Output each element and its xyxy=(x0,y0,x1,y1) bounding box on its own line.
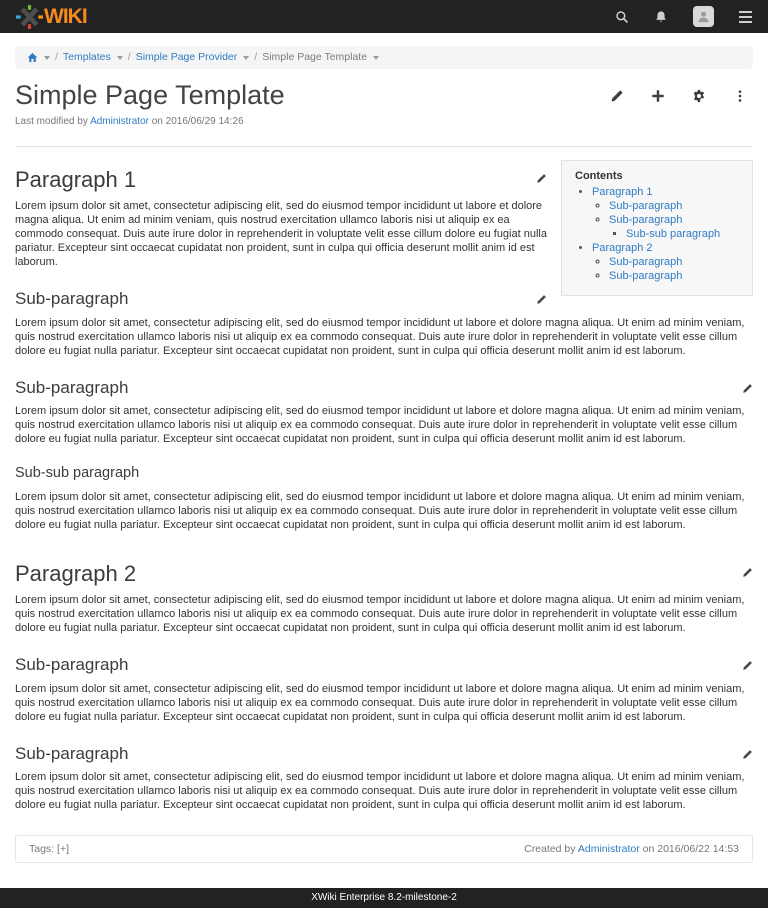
section-edit-pencil-icon[interactable] xyxy=(536,173,547,184)
tags-area xyxy=(29,843,69,855)
section-heading: Sub-paragraph xyxy=(15,289,753,309)
last-modified-line: Last modified by Administrator on 2016/06/29 14:26 xyxy=(15,116,244,128)
toc-item xyxy=(609,213,742,241)
drawer-menu-icon[interactable] xyxy=(739,11,752,23)
toc-item xyxy=(609,269,742,283)
xwiki-x-glyph xyxy=(16,5,43,29)
provider-caret-icon[interactable] xyxy=(243,56,249,60)
toc-item xyxy=(609,199,742,213)
breadcrumb-current: Simple Page Template xyxy=(262,51,368,63)
section-heading: Sub-sub paragraph xyxy=(15,465,140,482)
section-heading: Paragraph 1 xyxy=(15,168,753,192)
section-sub-paragraph-3 xyxy=(15,655,753,724)
toc-item xyxy=(609,255,742,269)
contents-title: Contents xyxy=(575,170,623,183)
xwiki-logo[interactable] xyxy=(16,5,87,29)
toc-link-sub-paragraph-3[interactable]: Sub-paragraph xyxy=(609,256,683,269)
created-by-user-link[interactable]: Administrator xyxy=(577,843,640,856)
home-icon[interactable] xyxy=(27,52,38,63)
section-edit-pencil-icon[interactable] xyxy=(742,660,753,671)
toc-item xyxy=(592,185,742,241)
toc-link-sub-paragraph-1[interactable]: Sub-paragraph xyxy=(609,200,683,213)
document-footer xyxy=(15,835,753,863)
top-navbar xyxy=(0,0,768,33)
section-text: Lorem ipsum dolor sit amet, consectetur adipiscing elit, sed do eiusmod tempor incididunt ut labore et dolore magna aliqua. Ut enim ad minim veniam, quis nostrud exercitation ullamco laboris nisi ut aliquip ex ea commodo consequat. Duis aute irure dolor in reprehenderit in voluptate velit esse cillum dolore eu fugiat nulla pariatur. Excepteur sint occaecat cupidatat non proident, sunt in culpa qui officia deserunt mollit anim id est laborum. xyxy=(15,491,745,531)
more-kebab-icon[interactable] xyxy=(733,89,747,103)
section-sub-paragraph-4 xyxy=(15,744,753,813)
page-header xyxy=(15,80,753,147)
page-actions xyxy=(610,89,753,103)
person-icon xyxy=(696,9,711,24)
toc-link-sub-paragraph-2[interactable]: Sub-paragraph xyxy=(609,214,683,227)
toc-link-sub-paragraph-4[interactable]: Sub-paragraph xyxy=(609,270,683,283)
section-edit-pencil-icon[interactable] xyxy=(536,294,547,305)
section-heading: Sub-paragraph xyxy=(15,655,753,675)
section-text: Lorem ipsum dolor sit amet, consectetur adipiscing elit, sed do eiusmod tempor incididunt ut labore et dolore magna aliqua. Ut enim ad minim veniam, quis nostrud exercitation ullamco laboris nisi ut aliquip ex ea commodo consequat. Duis aute irure dolor in reprehenderit in voluptate velit esse cillum dolore eu fugiat nulla pariatur. Excepteur sint occaecat cupidatat non proident, sunt in culpa qui officia deserunt mollit anim id est laborum. xyxy=(15,771,745,812)
section-text: Lorem ipsum dolor sit amet, consectetur adipiscing elit, sed do eiusmod tempor incididunt ut labore et dolore magna aliqua. Ut enim ad minim veniam, quis nostrud exercitation ullamco laboris nisi ut aliquip ex ea commodo consequat. Duis aute irure dolor in reprehenderit in voluptate velit esse cillum dolore eu fugiat nulla pariatur. Excepteur sint occaecat cupidatat non proident, sunt in culpa qui officia deserunt mollit anim id est laborum. xyxy=(15,405,745,446)
section-sub-paragraph-2 xyxy=(15,378,753,447)
toc-link-sub-sub-paragraph[interactable]: Sub-sub paragraph xyxy=(626,228,721,241)
section-text: Lorem ipsum dolor sit amet, consectetur adipiscing elit, sed do eiusmod tempor incididunt ut labore et dolore magna aliqua. Ut enim ad minim veniam, quis nostrud exercitation ullamco laboris nisi ut aliquip ex ea commodo consequat. Duis aute irure dolor in reprehenderit in voluptate velit esse cillum dolore eu fugiat nulla pariatur. Excepteur sint occaecat cupidatat non proident, sunt in culpa qui officia deserunt mollit anim id est laborum. xyxy=(15,594,745,635)
toc-link-paragraph-1[interactable]: Paragraph 1 xyxy=(592,186,653,199)
contents-panel xyxy=(561,160,753,296)
edit-pencil-icon[interactable] xyxy=(610,89,624,103)
toc-item xyxy=(626,227,742,241)
breadcrumb-link-templates[interactable]: Templates xyxy=(62,51,111,63)
section-edit-pencil-icon[interactable] xyxy=(742,749,753,760)
section-text: Lorem ipsum dolor sit amet, consectetur adipiscing elit, sed do eiusmod tempor incididunt ut labore et dolore magna aliqua. Ut enim ad minim veniam, quis nostrud exercitation ullamco laboris nisi ut aliquip ex ea commodo consequat. Duis aute irure dolor in reprehenderit in voluptate velit esse cillum dolore eu fugiat nulla pariatur. Excepteur sint occaecat cupidatat non proident, sunt in culpa qui officia deserunt mollit anim id est laborum. xyxy=(15,682,745,723)
brand-text: WIKI xyxy=(44,5,87,28)
add-tag-button[interactable]: [+] xyxy=(57,843,69,856)
section-text: Lorem ipsum dolor sit amet, consectetur adipiscing elit, sed do eiusmod tempor incididunt ut labore et dolore magna aliqua. Ut enim ad minim veniam, quis nostrud exercitation ullamco laboris nisi ut aliquip ex ea commodo consequat. Duis aute irure dolor in reprehenderit in voluptate velit esse cillum dolore eu fugiat nulla pariatur. Excepteur sint occaecat cupidatat non proident, sunt in culpa qui officia deserunt mollit anim id est laborum. xyxy=(15,316,745,357)
notifications-bell-icon[interactable] xyxy=(654,10,668,24)
templates-caret-icon[interactable] xyxy=(117,56,123,60)
user-avatar[interactable] xyxy=(693,6,714,27)
breadcrumb: / Templates / Simple Page Provider / Simple Page Template xyxy=(15,46,753,69)
toc-link-paragraph-2[interactable]: Paragraph 2 xyxy=(592,242,653,255)
section-sub-paragraph-1 xyxy=(15,289,753,358)
section-edit-pencil-icon[interactable] xyxy=(742,567,753,578)
section-paragraph-2 xyxy=(15,562,753,635)
section-heading: Paragraph 2 xyxy=(15,562,753,586)
search-icon[interactable] xyxy=(615,10,629,24)
section-edit-pencil-icon[interactable] xyxy=(742,383,753,394)
version-text: XWiki Enterprise 8.2-milestone-2 xyxy=(311,892,457,904)
settings-gear-icon[interactable] xyxy=(692,89,706,103)
page-title: Simple Page Template xyxy=(15,80,285,110)
version-bar xyxy=(0,888,768,908)
section-sub-sub-paragraph xyxy=(15,465,753,532)
home-caret-icon[interactable] xyxy=(44,56,50,60)
created-line: Created by Administrator on 2016/06/22 14:53 xyxy=(524,843,739,856)
modified-by-user-link[interactable]: Administrator xyxy=(90,116,149,128)
breadcrumb-link-simple-page-provider[interactable]: Simple Page Provider xyxy=(135,51,238,63)
section-text: Lorem ipsum dolor sit amet, consectetur adipiscing elit, sed do eiusmod tempor incididunt ut labore et dolore magna aliqua. Ut enim ad minim veniam, quis nostrud exercitation ullamco laboris nisi ut aliquip ex ea commodo consequat. Duis aute irure dolor in reprehenderit in voluptate velit esse cillum dolore eu fugiat nulla pariatur. Excepteur sint occaecat cupidatat non proident, sunt in culpa qui officia deserunt mollit anim id est laborum. xyxy=(15,200,547,269)
section-heading: Sub-paragraph xyxy=(15,744,753,764)
create-plus-icon[interactable] xyxy=(651,89,665,103)
toc-item xyxy=(592,241,742,283)
section-heading: Sub-paragraph xyxy=(15,378,753,398)
current-caret-icon[interactable] xyxy=(373,56,379,60)
tags-label: Tags: xyxy=(29,843,55,856)
document-content xyxy=(15,147,753,826)
